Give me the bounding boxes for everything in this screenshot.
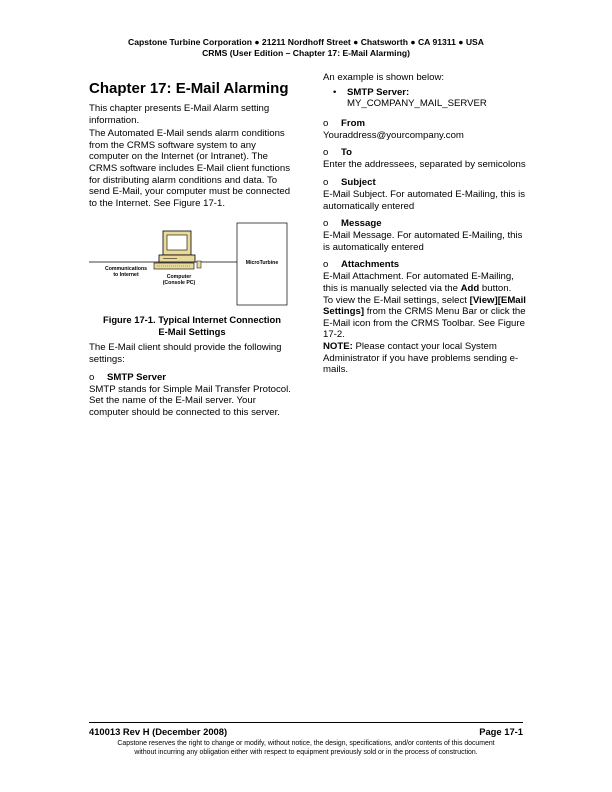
figure-caption (89, 314, 295, 337)
intro-paragraph: This chapter presents E-Mail Alarm setting information. (89, 103, 270, 126)
computer-label-line2: (Console PC) (162, 280, 196, 287)
to-heading (323, 147, 529, 159)
footer-disclaimer-line1: Capstone reserves the right to change or modify, without notice, the design, specifications, and/or contents of this document (117, 740, 495, 747)
email-description-paragraph: The Automated E-Mail sends alarm conditions from the CRMS software system to any computer on the Internet (or Intranet). The CRMS software includes E-Mail client functions for distributing alarm conditions and data. To send E-Mail, your computer must be connected to the Internet. See Figure 17-1. (89, 128, 291, 209)
footer-document-id: 410013 Rev H (December 2008) (89, 726, 228, 737)
computer-label-line1: Computer (166, 274, 192, 281)
chapter-title: Chapter 17: E-Mail Alarming (89, 80, 289, 97)
add-button-reference: Add (460, 282, 480, 294)
message-label: Message (341, 218, 382, 230)
attachments-label: Attachments (341, 259, 400, 271)
smtp-server-label: SMTP Server (107, 371, 167, 383)
smtp-server-description: SMTP stands for Simple Mail Transfer Protocol. Set the name of the E-Mail server. Your computer should be connected to this server. (89, 383, 291, 418)
page-header (0, 37, 612, 59)
figure-caption-line2: E-Mail Settings (158, 325, 226, 337)
footer-disclaimer-line2: without incurring any obligation either with respect to equipment previously sold or in the process of construction. (134, 749, 478, 756)
view-text-b: from the CRMS Menu Bar or click the E-Mail icon from the CRMS Toolbar. See Figure 17-2. (323, 306, 526, 341)
example-label: SMTP Server: (347, 86, 410, 98)
view-settings-text (323, 295, 529, 341)
attachments-text-b: button. (479, 282, 512, 294)
view-text-a: To view the E-Mail settings, select (323, 294, 470, 306)
note-body: Please contact your local System Administrator if you have problems sending e-mails. (323, 340, 519, 376)
example-intro: An example is shown below: (323, 72, 445, 83)
circle-bullet-icon: o (323, 218, 329, 230)
message-heading (323, 218, 529, 230)
circle-bullet-icon: o (323, 147, 329, 159)
example-bullet (323, 87, 529, 110)
microturbine-label: MicroTurbine (245, 260, 279, 267)
circle-bullet-icon: o (323, 117, 329, 129)
from-text: Youraddress@yourcompany.com (323, 129, 464, 141)
from-label: From (341, 117, 365, 129)
header-line-1: Capstone Turbine Corporation ● 21211 Nordhoff Street ● Chatsworth ● CA 91311 ● USA (128, 37, 484, 47)
connection-diagram (89, 217, 295, 309)
figure-internet-connection (89, 217, 295, 309)
right-column (323, 72, 529, 376)
example-value: MY_COMPANY_MAIL_SERVER (347, 98, 487, 110)
attachments-heading (323, 259, 529, 271)
settings-intro-paragraph: The E-Mail client should provide the following settings: (89, 342, 282, 365)
attachments-text-a: E-Mail Attachment. For automated E-Mailing, this is manually selected via the (323, 271, 514, 294)
circle-bullet-icon: o (323, 176, 329, 188)
circle-bullet-icon: o (323, 259, 329, 271)
left-column (89, 80, 295, 418)
attachments-text (323, 271, 529, 294)
figure-caption-line1: Figure 17-1. Typical Internet Connection (103, 314, 281, 326)
bullet-dot-icon: • (333, 86, 337, 98)
to-label: To (341, 147, 353, 159)
note-label: NOTE: (323, 340, 353, 352)
footer-disclaimer (0, 739, 612, 757)
footer-page-number: Page 17-1 (479, 726, 523, 737)
subject-heading (323, 177, 529, 189)
footer-divider (89, 722, 523, 723)
to-text: Enter the addressees, separated by semicolons (323, 159, 526, 171)
from-heading (323, 118, 529, 130)
note-text (323, 341, 529, 376)
subject-label: Subject (341, 176, 376, 188)
subject-text: E-Mail Subject. For automated E-Mailing, this is automatically entered (323, 188, 526, 212)
view-menu-reference: [View][EMail Settings] (323, 294, 526, 318)
communications-label-line2: to Internet (113, 272, 139, 279)
communications-label-line1: Communications (104, 266, 148, 273)
computer-icon (154, 231, 201, 269)
smtp-server-heading (89, 372, 295, 384)
message-text: E-Mail Message. For automated E-Mailing, this is automatically entered (323, 230, 523, 253)
header-line-2: CRMS (User Edition – Chapter 17: E-Mail Alarming) (202, 48, 410, 58)
circle-bullet-icon: o (89, 371, 95, 383)
